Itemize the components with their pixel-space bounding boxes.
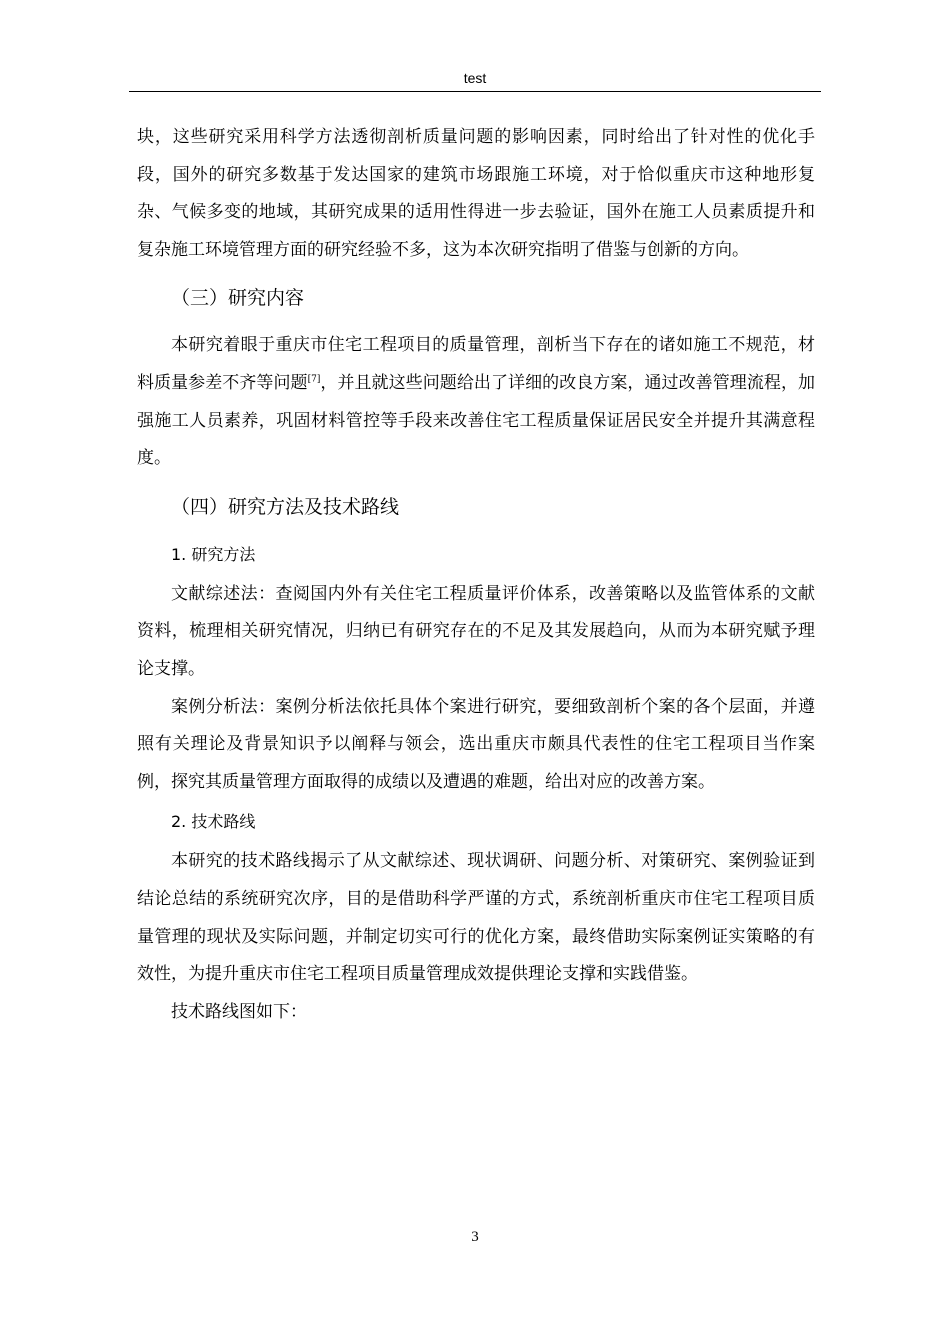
- paragraph-text: 本研究着眼于重庆市住宅工程项目的质量管理，剖析当下存在的诸如施工不规范，材料质量参差不齐等问题: [137, 335, 815, 393]
- running-header: test: [463, 70, 487, 86]
- paragraph-literature-review: 文献综述法：查阅国内外有关住宅工程质量评价体系，改善策略以及监管体系的文献资料，梳理相关研究情况，归纳已有研究存在的不足及其发展趋向，从而为本研究赋予理论支撑。: [137, 583, 815, 679]
- section-heading-research-content: （三）研究内容: [171, 287, 305, 310]
- paragraph-research-content: [137, 327, 815, 477]
- page-number: 3: [471, 1229, 479, 1245]
- paragraph-case-analysis: 案例分析法：案例分析法依托具体个案进行研究，要细致剖析个案的各个层面，并遵照有关理论及背景知识予以阐释与领会，选出重庆市颇具代表性的住宅工程项目当作案例，探究其质量管理方面取得的成绩以及遭遇的难题，给出对应的改善方案。: [137, 696, 815, 792]
- subheading-research-methods: 1. 研究方法: [171, 544, 256, 564]
- subheading-technical-route: 2. 技术路线: [171, 812, 256, 832]
- section-heading-methods: （四）研究方法及技术路线: [171, 495, 400, 518]
- citation-reference[interactable]: [7]: [307, 374, 321, 385]
- paragraph-technical-route: 本研究的技术路线揭示了从文献综述、现状调研、问题分析、对策研究、案例验证到结论总结的系统研究次序，目的是借助科学严谨的方式，系统剖析重庆市住宅工程项目质量管理的现状及实际问题，并制定切实可行的优化方案，最终借助实际案例证实策略的有效性，为提升重庆市住宅工程项目质量管理成效提供理论支撑和实践借鉴。: [137, 851, 815, 985]
- paragraph-continuation: 块，这些研究采用科学方法透彻剖析质量问题的影响因素，同时给出了针对性的优化手段，国外的研究多数基于发达国家的建筑市场跟施工环境，对于恰似重庆市这种地形复杂、气候多变的地域，其研究成果的适用性得进一步去验证，国外在施工人员素质提升和复杂施工环境管理方面的研究经验不多，这为本次研究指明了借鉴与创新的方向。: [137, 127, 815, 260]
- paragraph-text: ，并且就这些问题给出了详细的改良方案，通过改善管理流程，加强施工人员素养，巩固材料管控等手段来改善住宅工程质量保证居民安全并提升其满意程度。: [137, 372, 815, 469]
- document-body: [137, 119, 815, 1031]
- header-divider: [129, 91, 821, 92]
- paragraph-route-diagram-intro: 技术路线图如下：: [171, 1001, 307, 1022]
